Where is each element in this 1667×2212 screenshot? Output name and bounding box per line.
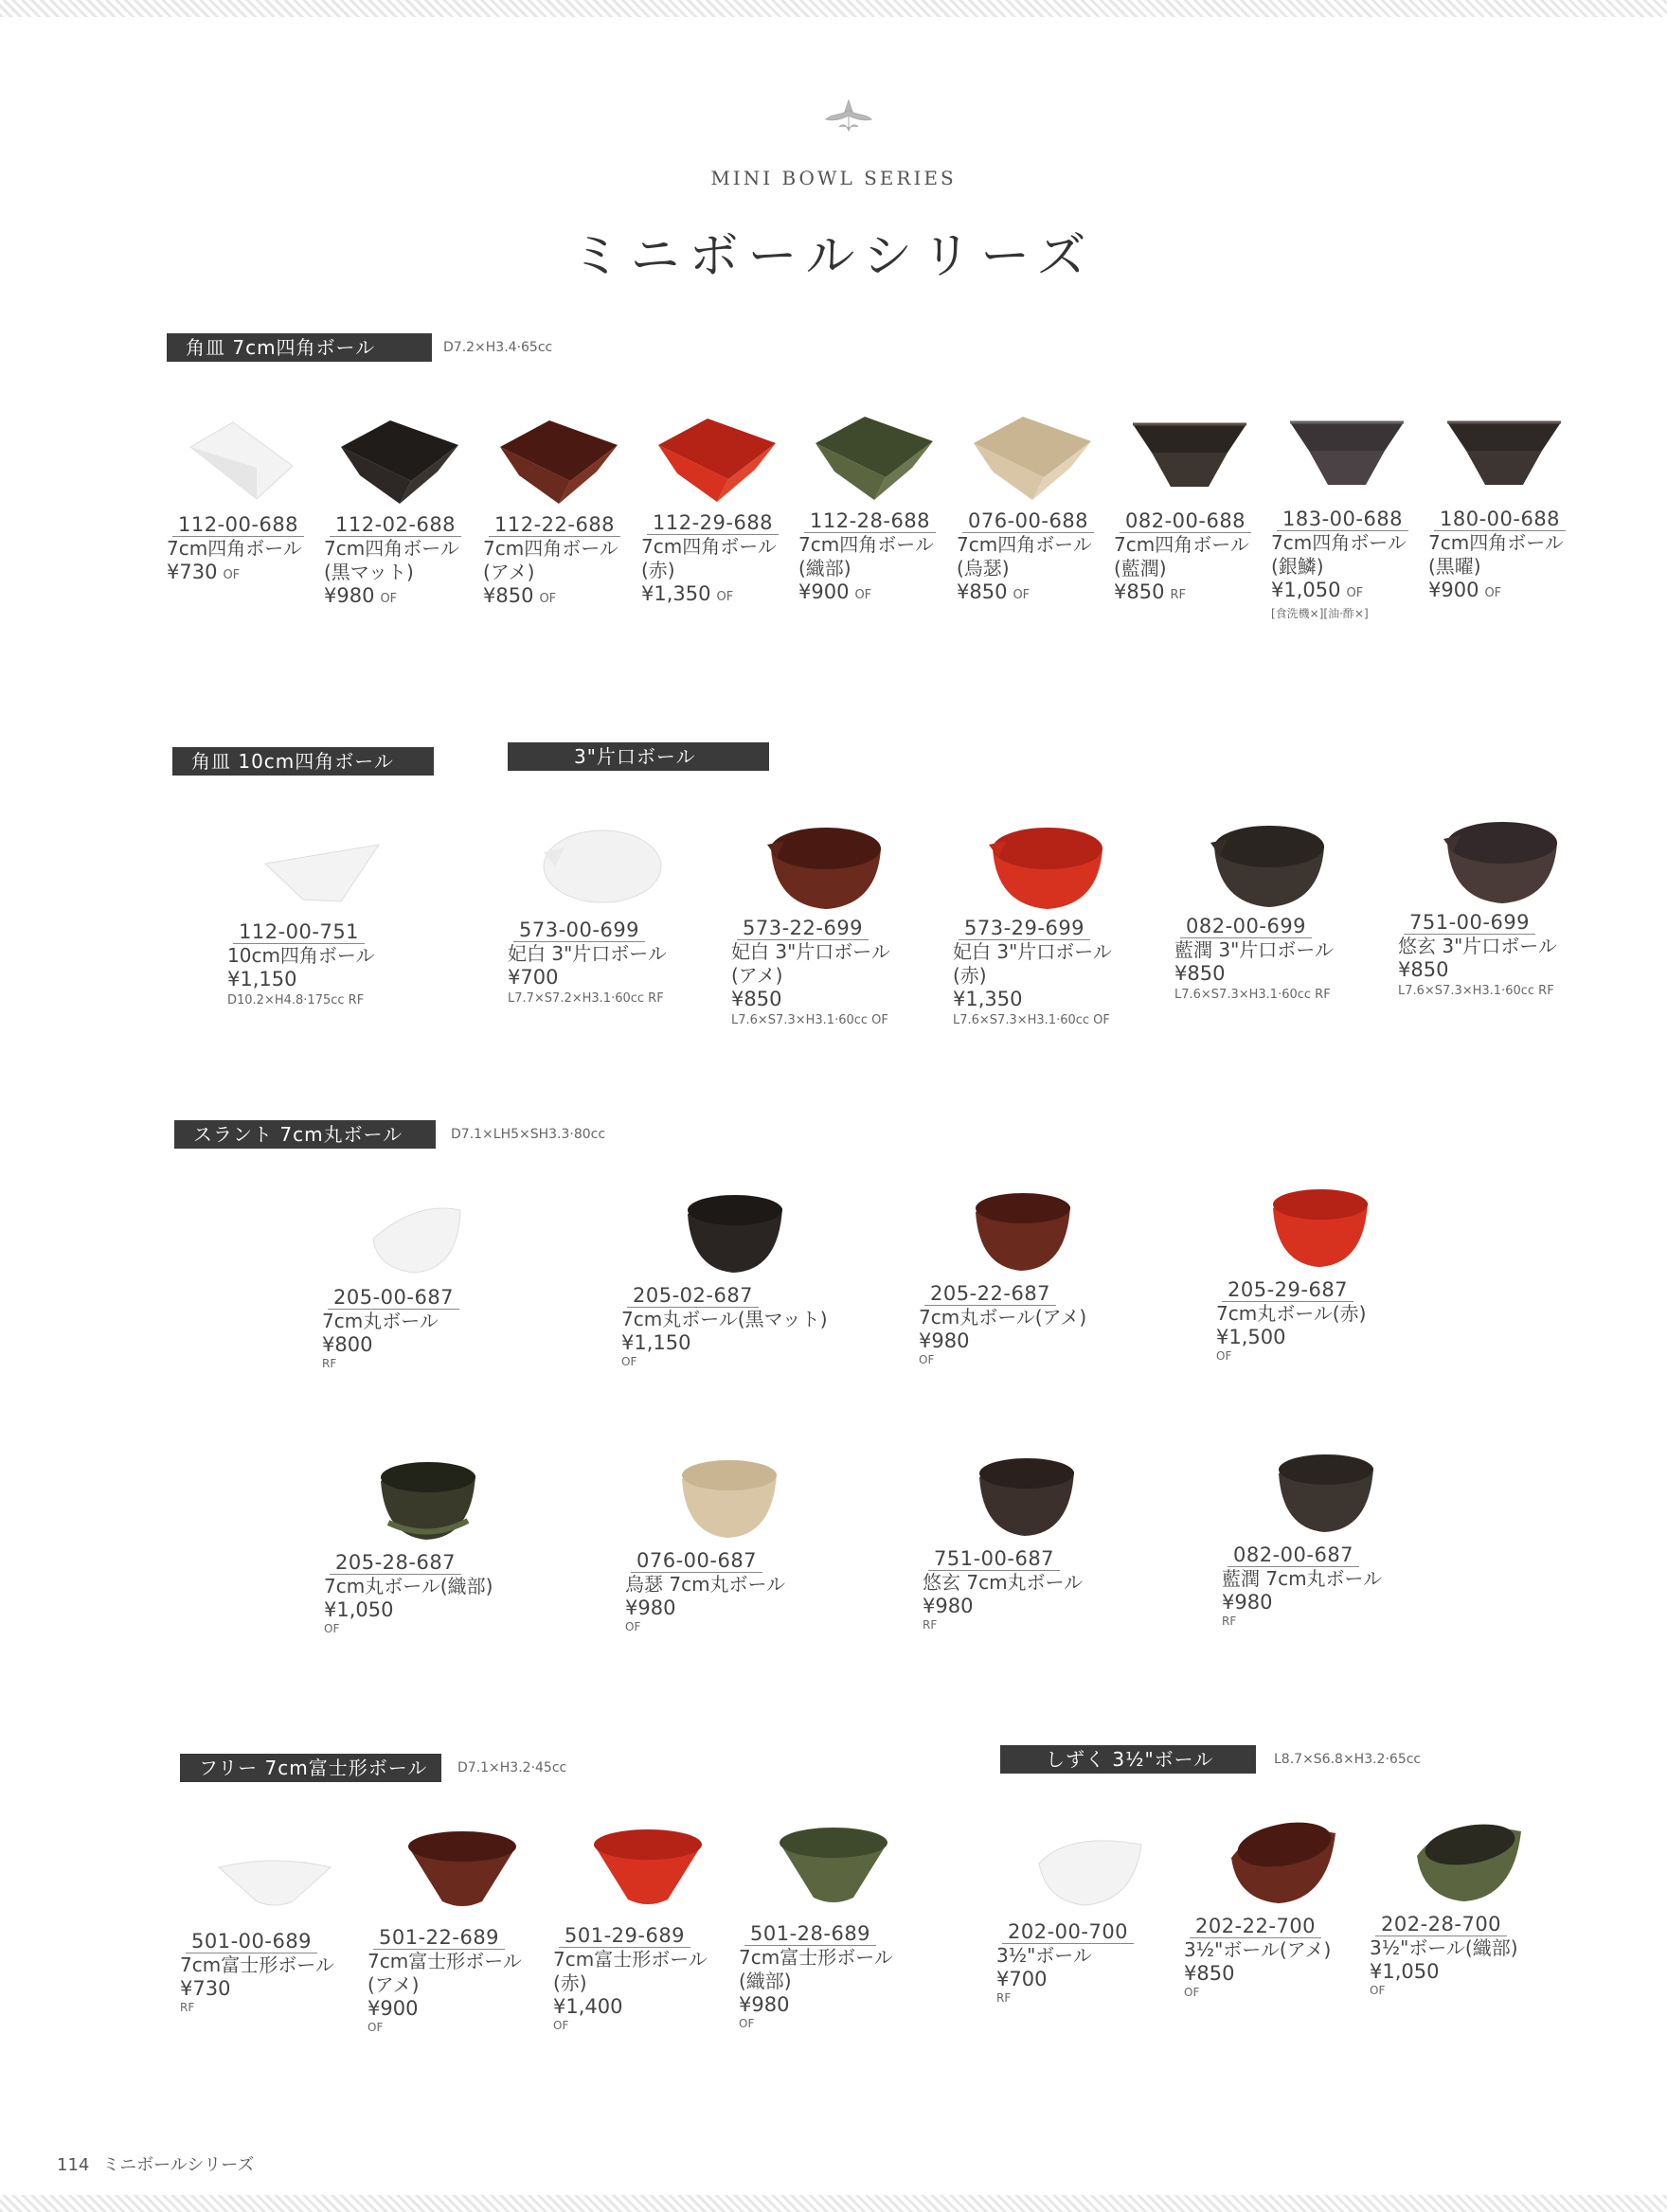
slant-bowl-yugen-image <box>970 1443 1084 1547</box>
product-tag: OF <box>539 592 557 606</box>
product-tag: OF <box>625 1620 641 1633</box>
product-card[interactable] <box>625 1445 834 1633</box>
fuji-bowl-red-image <box>586 1820 709 1924</box>
shizuku-bowl-oribe-image <box>1407 1809 1531 1913</box>
product-name: 7cm四角ボール <box>483 537 618 560</box>
product-card[interactable] <box>508 814 697 1006</box>
product-price: ¥980 <box>324 584 375 607</box>
product-code: 205-29-687 <box>1222 1278 1353 1302</box>
product-name: 3½"ボール <box>996 1944 1092 1967</box>
section-dims-slant-7cm: D7.1×LH5×SH3.3·80cc <box>451 1127 606 1142</box>
product-variant: (黒曜) <box>1428 555 1481 578</box>
product-card[interactable] <box>1174 811 1364 1002</box>
product-price: ¥1,150 <box>227 968 297 990</box>
product-price: ¥900 <box>1428 579 1479 601</box>
spouted-bowl-white-image <box>536 814 669 919</box>
square-bowl-usshi-image <box>966 405 1099 509</box>
fuji-bowl-oribe-image <box>772 1818 895 1922</box>
product-dims: L7.7×S7.2×H3.1·60cc RF <box>508 991 664 1006</box>
top-pattern-border <box>0 0 1667 17</box>
product-tag: RF <box>996 1991 1012 2005</box>
product-price: ¥700 <box>996 1968 1048 1990</box>
product-card[interactable] <box>953 812 1142 1027</box>
product-card[interactable] <box>1222 1439 1430 1628</box>
product-name: 7cm四角ボール <box>324 537 459 560</box>
product-card[interactable] <box>731 812 921 1027</box>
product-name: 7cm四角ボール <box>167 537 302 560</box>
product-card[interactable] <box>996 1816 1186 2005</box>
product-dims: L7.6×S7.3×H3.1·60cc OF <box>731 1013 888 1027</box>
product-price: ¥980 <box>739 1993 790 2016</box>
square-bowl-red-image <box>651 407 783 511</box>
square-bowl-white-image <box>181 409 304 513</box>
product-card[interactable] <box>1216 1174 1425 1363</box>
product-code: 205-02-687 <box>627 1284 759 1308</box>
product-name: 7cm丸ボール(アメ) <box>919 1306 1087 1329</box>
product-name: 7cm丸ボール(織部) <box>324 1575 493 1597</box>
product-code: 501-28-689 <box>744 1922 876 1946</box>
product-name: 藍潤 7cm丸ボール <box>1222 1567 1383 1590</box>
product-name: 妃白 3"片口ボール <box>953 940 1112 963</box>
product-code: 112-22-688 <box>489 513 620 537</box>
product-price: ¥850 <box>1398 958 1449 981</box>
product-variant: (アメ) <box>483 561 535 583</box>
product-card[interactable] <box>1398 807 1606 998</box>
section-bar-square-7cm: 角皿 7cm四角ボール <box>167 333 432 362</box>
section-bar-shizuku: しずく 3½"ボール <box>1000 1745 1256 1774</box>
product-price: ¥850 <box>731 988 782 1010</box>
product-note: [食洗機×][油·酢×] <box>1271 607 1369 620</box>
product-card[interactable] <box>322 1182 511 1370</box>
slant-bowl-usshi-image <box>672 1445 786 1549</box>
product-tag: OF <box>1484 586 1502 600</box>
product-dims: D10.2×H4.8·175cc RF <box>227 993 365 1008</box>
product-code: 205-00-687 <box>328 1286 459 1310</box>
product-price: ¥900 <box>798 580 850 603</box>
product-variant: (赤) <box>641 559 675 581</box>
product-tag: OF <box>854 588 872 602</box>
product-code: 501-22-689 <box>373 1926 505 1950</box>
slant-bowl-aijun-image <box>1269 1439 1383 1543</box>
square-bowl-aijun-image <box>1123 405 1256 509</box>
product-name: 7cm四角ボール <box>1428 531 1564 554</box>
product-code: 082-00-699 <box>1180 915 1312 938</box>
product-variant: (烏瑟) <box>957 557 1010 580</box>
product-name: 7cm丸ボール(赤) <box>1216 1302 1367 1325</box>
series-title: ミニボールシリーズ <box>571 228 1096 285</box>
product-variant: (銀鱗) <box>1271 555 1324 578</box>
product-dims: L7.6×S7.3×H3.1·60cc RF <box>1174 988 1331 1002</box>
spouted-bowl-ame-image <box>760 812 892 917</box>
product-price: ¥800 <box>322 1333 373 1356</box>
product-name: 7cm富士形ボール <box>367 1950 522 1972</box>
product-variant: (アメ) <box>367 1973 420 1996</box>
product-tag: OF <box>1370 1984 1386 1997</box>
product-price: ¥1,350 <box>641 582 711 605</box>
product-code: 751-00-687 <box>928 1547 1060 1571</box>
square-bowl-oribe-image <box>808 405 941 509</box>
shizuku-bowl-white-image <box>1030 1816 1153 1920</box>
product-name: 7cm四角ボール <box>1271 531 1407 554</box>
product-tag: RF <box>1222 1614 1237 1628</box>
product-code: 112-28-688 <box>804 509 936 533</box>
product-price: ¥1,050 <box>324 1598 394 1621</box>
product-card[interactable] <box>324 409 475 611</box>
product-name: 7cm富士形ボール <box>180 1953 334 1976</box>
product-code: 751-00-699 <box>1404 911 1535 935</box>
square-bowl-black-image <box>333 409 466 513</box>
product-code: 202-00-700 <box>1002 1920 1134 1944</box>
product-variant: (アメ) <box>731 964 783 987</box>
product-card[interactable] <box>923 1443 1131 1632</box>
product-price: ¥850 <box>1114 580 1165 603</box>
product-code: 112-00-751 <box>233 920 365 944</box>
product-tag: OF <box>1013 588 1031 602</box>
product-dims: L7.6×S7.3×H3.1·60cc RF <box>1398 984 1554 998</box>
product-tag: OF <box>1184 1986 1200 1999</box>
product-name: 7cm丸ボール(黒マット) <box>621 1308 828 1330</box>
product-name: 藍潤 3"片口ボール <box>1174 938 1334 961</box>
product-code: 205-28-687 <box>330 1551 461 1575</box>
product-name: 悠玄 3"片口ボール <box>1398 935 1557 957</box>
product-name: 妃白 3"片口ボール <box>508 942 667 965</box>
product-tag: OF <box>739 2017 755 2030</box>
product-code: 501-00-689 <box>186 1930 317 1953</box>
product-name: 7cm四角ボール <box>957 533 1092 556</box>
product-card[interactable] <box>167 409 318 587</box>
spouted-bowl-yugen-image <box>1436 807 1568 911</box>
product-name: 7cm四角ボール <box>798 533 934 556</box>
fuji-bowl-ame-image <box>401 1822 524 1926</box>
fuji-bowl-white-image <box>213 1826 336 1930</box>
product-card[interactable] <box>957 405 1108 607</box>
product-tag: RF <box>1170 588 1186 602</box>
product-tag: OF <box>919 1353 935 1366</box>
product-name: 3½"ボール(アメ) <box>1184 1938 1332 1961</box>
slant-bowl-ame-image <box>966 1178 1080 1282</box>
product-card[interactable] <box>919 1178 1127 1366</box>
page-number: 114 <box>57 2155 90 2175</box>
product-name: 7cm四角ボール <box>1114 533 1249 556</box>
product-code: 082-00-688 <box>1120 509 1251 533</box>
product-tag: OF <box>553 2019 569 2032</box>
product-card[interactable] <box>1370 1809 1568 1997</box>
product-price: ¥850 <box>957 580 1008 603</box>
product-card[interactable] <box>227 816 417 1008</box>
product-tag: OF <box>324 1622 340 1635</box>
product-code: 082-00-687 <box>1228 1543 1359 1567</box>
section-dims-shizuku: L8.7×S6.8×H3.2·65cc <box>1274 1752 1422 1767</box>
product-variant: (黒マット) <box>324 561 414 583</box>
product-card[interactable] <box>367 1822 557 2034</box>
product-card[interactable] <box>180 1826 369 2014</box>
product-code: 573-29-699 <box>959 917 1090 940</box>
product-variant: (赤) <box>553 1971 587 1994</box>
product-name: 10cm四角ボール <box>227 944 375 967</box>
square-bowl-ginrin-image <box>1281 403 1413 508</box>
product-code: 183-00-688 <box>1277 508 1408 531</box>
product-card[interactable] <box>1184 1811 1383 1999</box>
leaf-ornament-icon <box>822 98 875 136</box>
product-tag: RF <box>322 1357 337 1370</box>
product-code: 180-00-688 <box>1434 508 1566 531</box>
square-bowl-10cm-white-image <box>256 816 388 920</box>
product-name: 7cm富士形ボール <box>739 1946 893 1969</box>
product-tag: OF <box>380 592 398 606</box>
product-price: ¥700 <box>508 966 559 989</box>
product-tag: OF <box>621 1355 637 1368</box>
product-price: ¥850 <box>483 584 534 607</box>
product-tag: OF <box>1216 1349 1232 1363</box>
slant-bowl-white-image <box>360 1182 474 1286</box>
product-price: ¥730 <box>167 561 218 583</box>
product-price: ¥1,050 <box>1271 579 1341 601</box>
section-bar-spouted: 3"片口ボール <box>508 742 769 771</box>
product-card[interactable] <box>324 1447 532 1635</box>
product-price: ¥730 <box>180 1977 231 2000</box>
product-tag: OF <box>1346 586 1364 600</box>
product-name: 7cm丸ボール <box>322 1310 439 1332</box>
product-name: 3½"ボール(織部) <box>1370 1936 1518 1959</box>
product-price: ¥980 <box>919 1329 970 1352</box>
spouted-bowl-aijun-image <box>1203 811 1335 915</box>
product-price: ¥1,150 <box>621 1331 691 1354</box>
product-name: 妃白 3"片口ボール <box>731 940 890 963</box>
product-variant: (赤) <box>953 964 987 987</box>
slant-bowl-oribe-image <box>371 1447 485 1551</box>
section-bar-slant-7cm: スラント 7cm丸ボール <box>174 1120 436 1149</box>
product-price: ¥900 <box>367 1997 419 2020</box>
product-name: 烏瑟 7cm丸ボール <box>625 1573 786 1596</box>
product-name: 7cm富士形ボール <box>553 1948 708 1971</box>
product-card[interactable] <box>739 1818 928 2030</box>
product-price: ¥850 <box>1184 1962 1235 1985</box>
product-price: ¥1,400 <box>553 1995 623 2018</box>
product-card[interactable] <box>483 409 635 611</box>
product-price: ¥1,350 <box>953 988 1023 1010</box>
product-dims: L7.6×S7.3×H3.1·60cc OF <box>953 1013 1110 1027</box>
product-code: 205-22-687 <box>924 1282 1056 1306</box>
slant-bowl-black-image <box>678 1180 792 1284</box>
product-card[interactable] <box>798 405 950 607</box>
product-tag: OF <box>716 590 734 604</box>
product-tag: OF <box>223 568 241 582</box>
product-code: 112-29-688 <box>647 511 779 535</box>
product-tag: RF <box>180 2001 195 2014</box>
product-code: 202-28-700 <box>1375 1913 1507 1936</box>
product-tag: OF <box>367 2021 384 2034</box>
shizuku-bowl-ame-image <box>1222 1811 1345 1915</box>
product-name: 悠玄 7cm丸ボール <box>923 1571 1084 1594</box>
bottom-pattern-border <box>0 2195 1667 2212</box>
product-card[interactable] <box>1271 403 1423 621</box>
footer-label: ミニボールシリーズ <box>102 2155 255 2175</box>
product-code: 573-22-699 <box>737 917 869 940</box>
square-bowl-ame-image <box>493 409 625 513</box>
product-code: 076-00-688 <box>962 509 1094 533</box>
product-price: ¥980 <box>625 1597 676 1619</box>
product-card[interactable] <box>1428 403 1580 605</box>
product-price: ¥980 <box>1222 1591 1273 1614</box>
section-bar-square-10cm: 角皿 10cm四角ボール <box>172 747 434 776</box>
product-name: 7cm四角ボール <box>641 535 777 558</box>
product-code: 076-00-687 <box>631 1549 762 1573</box>
product-card[interactable] <box>553 1820 743 2032</box>
section-dims-fuji-7cm: D7.1×H3.2·45cc <box>457 1760 567 1775</box>
product-variant: (織部) <box>798 557 851 580</box>
square-bowl-kokuyo-image <box>1438 403 1570 508</box>
slant-bowl-red-image <box>1264 1174 1377 1278</box>
product-card[interactable] <box>1114 405 1265 607</box>
section-bar-fuji-7cm: フリー 7cm富士形ボール <box>180 1754 441 1782</box>
product-variant: (藍潤) <box>1114 557 1167 580</box>
product-card[interactable] <box>621 1180 849 1368</box>
product-code: 573-00-699 <box>513 919 645 942</box>
product-card[interactable] <box>641 407 793 609</box>
product-tag: RF <box>923 1618 938 1632</box>
product-code: 112-02-688 <box>330 513 461 537</box>
product-code: 112-00-688 <box>172 513 304 537</box>
product-variant: (織部) <box>739 1970 792 1992</box>
product-code: 202-22-700 <box>1190 1915 1321 1938</box>
page-footer <box>57 2151 254 2176</box>
section-dims-square-7cm: D7.2×H3.4·65cc <box>443 340 553 355</box>
spouted-bowl-red-image <box>981 812 1114 917</box>
series-subtitle-en: MINI BOWL SERIES <box>710 167 957 189</box>
product-price: ¥1,050 <box>1370 1960 1440 1983</box>
product-price: ¥850 <box>1174 962 1226 985</box>
product-price: ¥980 <box>923 1595 974 1617</box>
product-price: ¥1,500 <box>1216 1326 1286 1348</box>
product-code: 501-29-689 <box>559 1924 690 1948</box>
